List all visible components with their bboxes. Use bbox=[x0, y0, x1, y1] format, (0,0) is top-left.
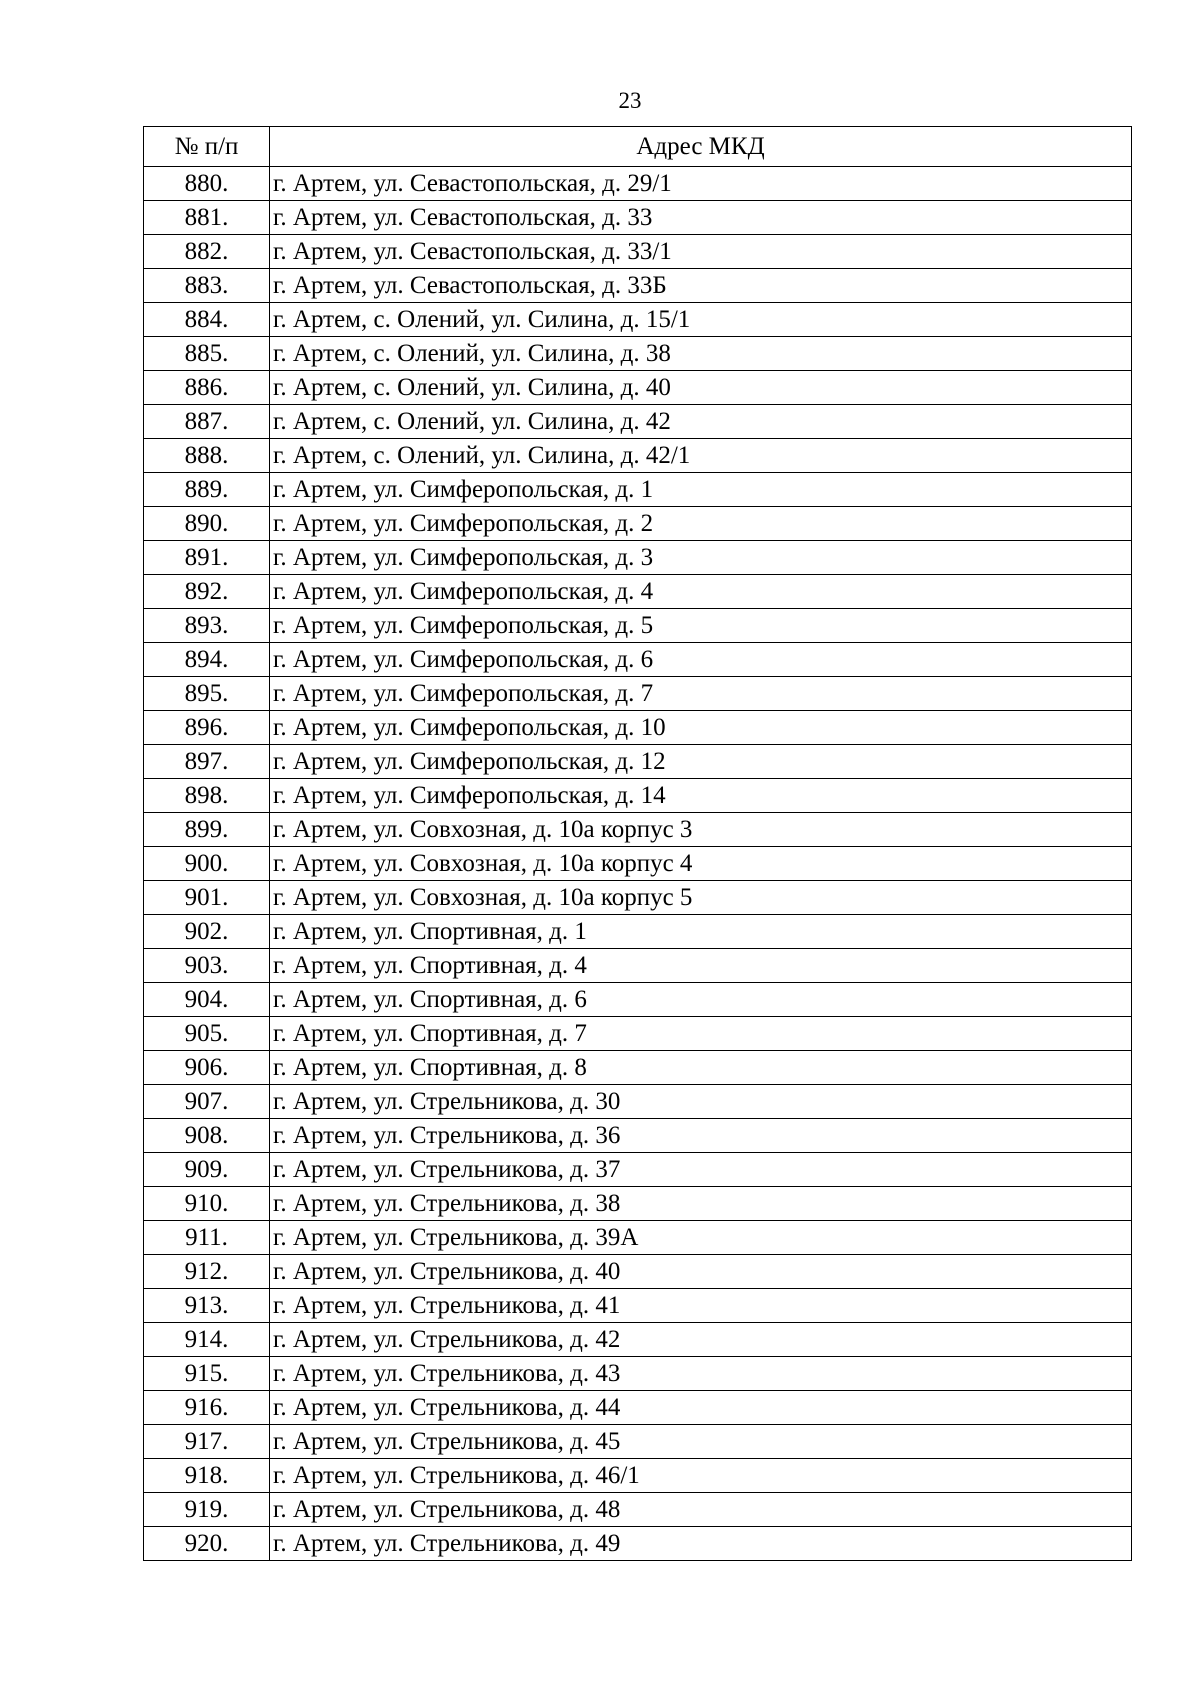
row-number: 906. bbox=[144, 1051, 270, 1085]
row-number: 917. bbox=[144, 1425, 270, 1459]
table-row bbox=[144, 677, 1132, 711]
row-number: 880. bbox=[144, 167, 270, 201]
row-number: 889. bbox=[144, 473, 270, 507]
table-row bbox=[144, 405, 1132, 439]
table-row bbox=[144, 371, 1132, 405]
table-row bbox=[144, 303, 1132, 337]
table-row bbox=[144, 1153, 1132, 1187]
row-address: г. Артем, ул. Севастопольская, д. 33/1 bbox=[270, 235, 1132, 269]
row-number: 883. bbox=[144, 269, 270, 303]
table-row bbox=[144, 1119, 1132, 1153]
table-row bbox=[144, 473, 1132, 507]
table-row bbox=[144, 881, 1132, 915]
row-address: г. Артем, ул. Симферопольская, д. 14 bbox=[270, 779, 1132, 813]
row-number: 911. bbox=[144, 1221, 270, 1255]
row-number: 915. bbox=[144, 1357, 270, 1391]
row-number: 920. bbox=[144, 1527, 270, 1561]
row-address: г. Артем, ул. Симферопольская, д. 2 bbox=[270, 507, 1132, 541]
row-number: 909. bbox=[144, 1153, 270, 1187]
address-table bbox=[143, 126, 1132, 1561]
table-row bbox=[144, 1255, 1132, 1289]
row-address: г. Артем, с. Олений, ул. Силина, д. 42/1 bbox=[270, 439, 1132, 473]
row-address: г. Артем, ул. Стрельникова, д. 45 bbox=[270, 1425, 1132, 1459]
table-row bbox=[144, 1187, 1132, 1221]
row-number: 916. bbox=[144, 1391, 270, 1425]
row-address: г. Артем, ул. Симферопольская, д. 4 bbox=[270, 575, 1132, 609]
table-row bbox=[144, 745, 1132, 779]
row-address: г. Артем, ул. Стрельникова, д. 30 bbox=[270, 1085, 1132, 1119]
page-number: 23 bbox=[618, 88, 642, 113]
table-row bbox=[144, 1425, 1132, 1459]
table-row bbox=[144, 439, 1132, 473]
row-address: г. Артем, ул. Севастопольская, д. 33Б bbox=[270, 269, 1132, 303]
row-address: г. Артем, ул. Стрельникова, д. 39А bbox=[270, 1221, 1132, 1255]
row-address: г. Артем, ул. Совхозная, д. 10а корпус 3 bbox=[270, 813, 1132, 847]
table-row bbox=[144, 847, 1132, 881]
table-row bbox=[144, 201, 1132, 235]
row-number: 897. bbox=[144, 745, 270, 779]
header-address: Адрес МКД bbox=[270, 127, 1132, 167]
table-row bbox=[144, 1289, 1132, 1323]
row-number: 905. bbox=[144, 1017, 270, 1051]
row-address: г. Артем, ул. Стрельникова, д. 42 bbox=[270, 1323, 1132, 1357]
row-number: 888. bbox=[144, 439, 270, 473]
row-address: г. Артем, с. Олений, ул. Силина, д. 38 bbox=[270, 337, 1132, 371]
row-address: г. Артем, ул. Стрельникова, д. 48 bbox=[270, 1493, 1132, 1527]
header-number: № п/п bbox=[144, 127, 270, 167]
table-row bbox=[144, 1085, 1132, 1119]
table-header-row bbox=[144, 127, 1132, 167]
row-address: г. Артем, с. Олений, ул. Силина, д. 15/1 bbox=[270, 303, 1132, 337]
table-row bbox=[144, 643, 1132, 677]
row-number: 912. bbox=[144, 1255, 270, 1289]
row-address: г. Артем, ул. Симферопольская, д. 7 bbox=[270, 677, 1132, 711]
row-address: г. Артем, с. Олений, ул. Силина, д. 40 bbox=[270, 371, 1132, 405]
row-address: г. Артем, ул. Симферопольская, д. 3 bbox=[270, 541, 1132, 575]
row-number: 904. bbox=[144, 983, 270, 1017]
row-address: г. Артем, ул. Спортивная, д. 7 bbox=[270, 1017, 1132, 1051]
table-row bbox=[144, 167, 1132, 201]
table-row bbox=[144, 1459, 1132, 1493]
table-row bbox=[144, 711, 1132, 745]
row-number: 898. bbox=[144, 779, 270, 813]
row-address: г. Артем, ул. Стрельникова, д. 40 bbox=[270, 1255, 1132, 1289]
row-number: 896. bbox=[144, 711, 270, 745]
table-row bbox=[144, 609, 1132, 643]
row-address: г. Артем, ул. Совхозная, д. 10а корпус 4 bbox=[270, 847, 1132, 881]
row-address: г. Артем, ул. Севастопольская, д. 33 bbox=[270, 201, 1132, 235]
row-number: 886. bbox=[144, 371, 270, 405]
table-row bbox=[144, 1391, 1132, 1425]
row-number: 884. bbox=[144, 303, 270, 337]
row-address: г. Артем, ул. Стрельникова, д. 49 bbox=[270, 1527, 1132, 1561]
table-row bbox=[144, 983, 1132, 1017]
row-address: г. Артем, ул. Стрельникова, д. 44 bbox=[270, 1391, 1132, 1425]
table-row bbox=[144, 1017, 1132, 1051]
row-address: г. Артем, ул. Стрельникова, д. 37 bbox=[270, 1153, 1132, 1187]
row-number: 908. bbox=[144, 1119, 270, 1153]
row-number: 914. bbox=[144, 1323, 270, 1357]
row-number: 913. bbox=[144, 1289, 270, 1323]
row-number: 893. bbox=[144, 609, 270, 643]
row-number: 895. bbox=[144, 677, 270, 711]
row-number: 903. bbox=[144, 949, 270, 983]
row-number: 881. bbox=[144, 201, 270, 235]
row-number: 910. bbox=[144, 1187, 270, 1221]
row-address: г. Артем, ул. Спортивная, д. 6 bbox=[270, 983, 1132, 1017]
table-row bbox=[144, 269, 1132, 303]
row-address: г. Артем, ул. Стрельникова, д. 43 bbox=[270, 1357, 1132, 1391]
row-number: 919. bbox=[144, 1493, 270, 1527]
row-address: г. Артем, ул. Стрельникова, д. 46/1 bbox=[270, 1459, 1132, 1493]
row-address: г. Артем, ул. Стрельникова, д. 41 bbox=[270, 1289, 1132, 1323]
row-number: 901. bbox=[144, 881, 270, 915]
table-row bbox=[144, 1323, 1132, 1357]
table-row bbox=[144, 949, 1132, 983]
row-number: 907. bbox=[144, 1085, 270, 1119]
row-number: 882. bbox=[144, 235, 270, 269]
row-number: 885. bbox=[144, 337, 270, 371]
table-row bbox=[144, 1357, 1132, 1391]
row-address: г. Артем, ул. Севастопольская, д. 29/1 bbox=[270, 167, 1132, 201]
row-number: 892. bbox=[144, 575, 270, 609]
table-row bbox=[144, 337, 1132, 371]
table-row bbox=[144, 779, 1132, 813]
row-address: г. Артем, ул. Симферопольская, д. 12 bbox=[270, 745, 1132, 779]
table-row bbox=[144, 1493, 1132, 1527]
row-address: г. Артем, с. Олений, ул. Силина, д. 42 bbox=[270, 405, 1132, 439]
table-row bbox=[144, 235, 1132, 269]
table-row bbox=[144, 1221, 1132, 1255]
row-address: г. Артем, ул. Спортивная, д. 4 bbox=[270, 949, 1132, 983]
row-number: 900. bbox=[144, 847, 270, 881]
table-row bbox=[144, 541, 1132, 575]
row-address: г. Артем, ул. Симферопольская, д. 6 bbox=[270, 643, 1132, 677]
row-address: г. Артем, ул. Совхозная, д. 10а корпус 5 bbox=[270, 881, 1132, 915]
row-address: г. Артем, ул. Стрельникова, д. 38 bbox=[270, 1187, 1132, 1221]
row-address: г. Артем, ул. Стрельникова, д. 36 bbox=[270, 1119, 1132, 1153]
row-address: г. Артем, ул. Симферопольская, д. 1 bbox=[270, 473, 1132, 507]
table-row bbox=[144, 813, 1132, 847]
row-address: г. Артем, ул. Симферопольская, д. 10 bbox=[270, 711, 1132, 745]
table-row bbox=[144, 575, 1132, 609]
table-row bbox=[144, 1527, 1132, 1561]
row-number: 918. bbox=[144, 1459, 270, 1493]
row-number: 894. bbox=[144, 643, 270, 677]
row-address: г. Артем, ул. Симферопольская, д. 5 bbox=[270, 609, 1132, 643]
table-row bbox=[144, 507, 1132, 541]
table-row bbox=[144, 915, 1132, 949]
row-number: 902. bbox=[144, 915, 270, 949]
row-number: 887. bbox=[144, 405, 270, 439]
row-address: г. Артем, ул. Спортивная, д. 1 bbox=[270, 915, 1132, 949]
table-body bbox=[144, 167, 1132, 1561]
row-number: 890. bbox=[144, 507, 270, 541]
row-number: 891. bbox=[144, 541, 270, 575]
row-number: 899. bbox=[144, 813, 270, 847]
table-row bbox=[144, 1051, 1132, 1085]
row-address: г. Артем, ул. Спортивная, д. 8 bbox=[270, 1051, 1132, 1085]
